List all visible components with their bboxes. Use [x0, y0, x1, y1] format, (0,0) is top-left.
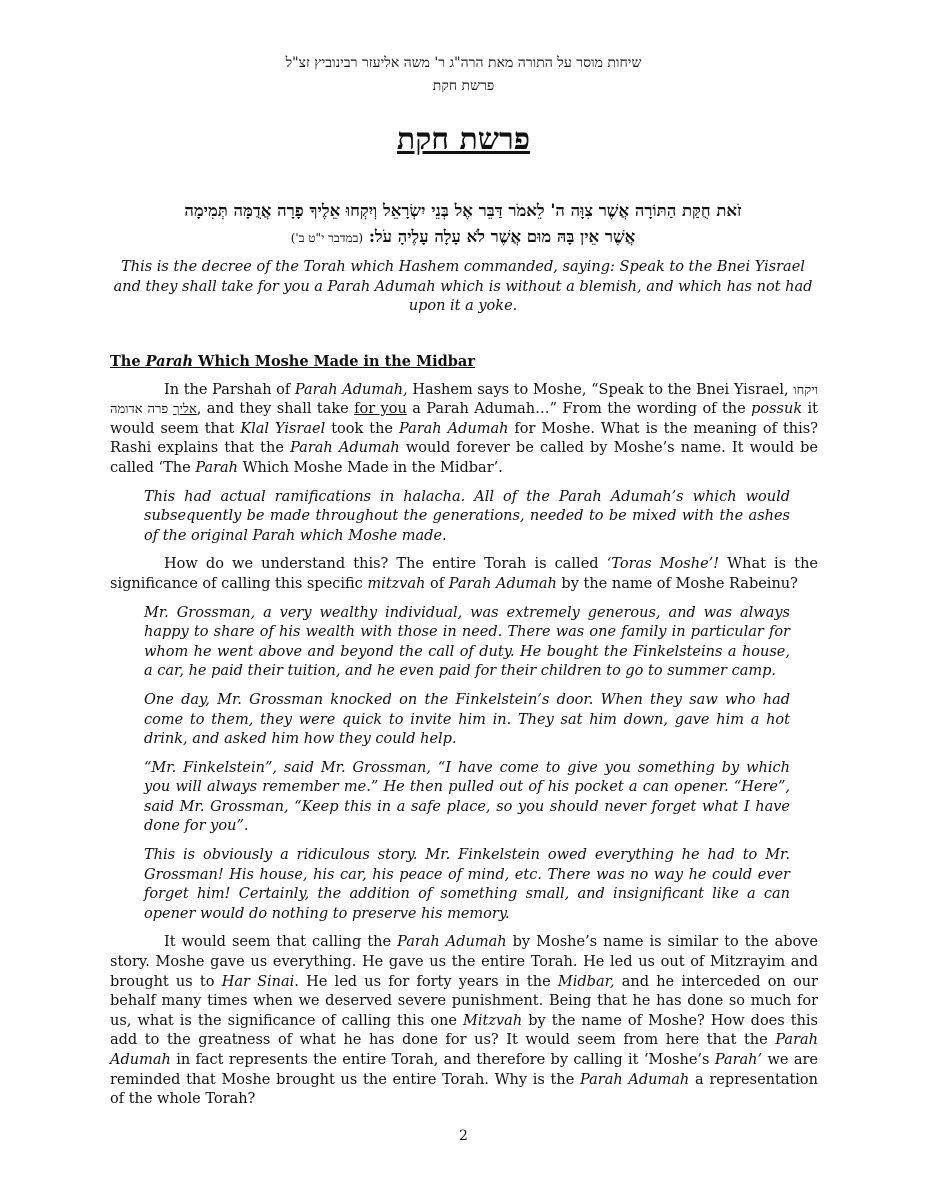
- page-title: פרשת חקת: [396, 122, 531, 157]
- running-header-author: שיחות מוסר על התורה מאת הרה"ג ר' משה אליעזר רבינוביץ זצ"ל: [285, 55, 642, 71]
- page-number: 2: [459, 1128, 468, 1144]
- halacha-note: This had actual ramifications in halacha. All of the Parah Adumah’s which would subsequently be made throughout the generations, needed to be mixed with the ashes of the original Parah which Moshe made.: [144, 488, 790, 544]
- main-content: [110, 352, 818, 1119]
- running-header-parsha: פרשת חקת: [432, 78, 495, 94]
- story-paragraph-2: One day, Mr. Grossman knocked on the Finkelstein’s door. When they saw who had come to them, they were quick to invite him in. They sat him down, gave him a hot drink, and asked him how they could help.: [144, 691, 790, 748]
- hebrew-verse: [110, 198, 816, 251]
- verse-line-2: [110, 224, 816, 251]
- story-paragraph-4: This is obviously a ridiculous story. Mr. Finkelstein owed everything he had to Mr. Grossman! His house, his car, his peace of mind, etc. There was no way he could ever forget him! Certainly, the addition of something small, and insignificant like a can opener would do nothing to preserve his memory.: [144, 847, 790, 922]
- story-paragraph-3: “Mr. Finkelstein”, said Mr. Grossman, “I have come to give you something by which you will always remember me.” He then pulled out of his pocket a can opener. “Here”, said Mr. Grossman, “Keep this in a safe place, so you should never forget what I have done for you”.: [144, 759, 790, 835]
- hebrew-inline-quote: ויקחו אליך פרה אדומה: [110, 382, 818, 418]
- story-paragraph-1: Mr. Grossman, a very wealthy individual, was extremely generous, and was always happy to share of his wealth with those in need. There was one family in particular for whom he went above and beyond the call of duty. He bought the Finkelsteins a house, a car, he paid their tuition, and he even paid for their children to go to summer camp.: [144, 604, 790, 680]
- verse-line-1: זֹאת חֻקַּת הַתּוֹרָה אֲשֶׁר צִוָּה ה' לֵאמֹר דַּבֵּר אֶל בְּנֵי יִשְׂרָאֵל וְיִקְחוּ אֵלֶיךָ פָרָה אֲדֻמָּה תְּמִימָה: [184, 201, 742, 220]
- verse-line-2-text: אֲשֶׁר אֵין בָּהּ מוּם אֲשֶׁר לֹא עָלָה עָלֶיהָ עֹל:: [368, 227, 636, 246]
- paragraph-3: It would seem that calling the Parah Adumah by Moshe’s name is similar to the above story. Moshe gave us everything. He gave us the entire Torah. He led us out of Mitzrayim and brought us to Har Sinai. He led us for forty years in the Midbar, and he interceded on our behalf many times when we deserved severe punishment. Being that he has done so much for us, what is the significance of calling this one Mitzvah by the name of Moshe? How does this add to the greatness of what he has done for us? It would seem from here that the Parah Adumah in fact represents the entire Torah, and therefore by calling it ‘Moshe’s Parah’ we are reminded that Moshe brought us the entire Torah. Why is the Parah Adumah a representation of the whole Torah?: [110, 934, 819, 1108]
- paragraph-1: In the Parshah of Parah Adumah, Hashem says to Moshe, “Speak to the Bnei Yisrael, ויקחו אליך פרה אדומה , and they shall take for you a Parah Adumah…” From the wording of the possuk it would seem that Klal Yisrael took the Parah Adumah for Moshe. What is the meaning of this? Rashi explains that the Parah Adumah would forever be called by Moshe’s name. It would be called ‘The Parah Which Moshe Made in the Midbar’.: [110, 381, 818, 476]
- story-block: [110, 604, 818, 925]
- section-heading: The Parah Which Moshe Made in the Midbar: [110, 353, 475, 370]
- verse-translation: This is the decree of the Torah which Hashem commanded, saying: Speak to the Bnei Yisrael and they shall take for you a Parah Adumah which is without a blemish, and which has not had upon it a yoke.: [113, 259, 813, 314]
- verse-source: (במדבר י"ט ב'): [290, 231, 364, 245]
- paragraph-2: How do we understand this? The entire Torah is called ‘Toras Moshe’! What is the significance of calling this specific mitzvah of Parah Adumah by the name of Moshe Rabeinu?: [110, 556, 818, 592]
